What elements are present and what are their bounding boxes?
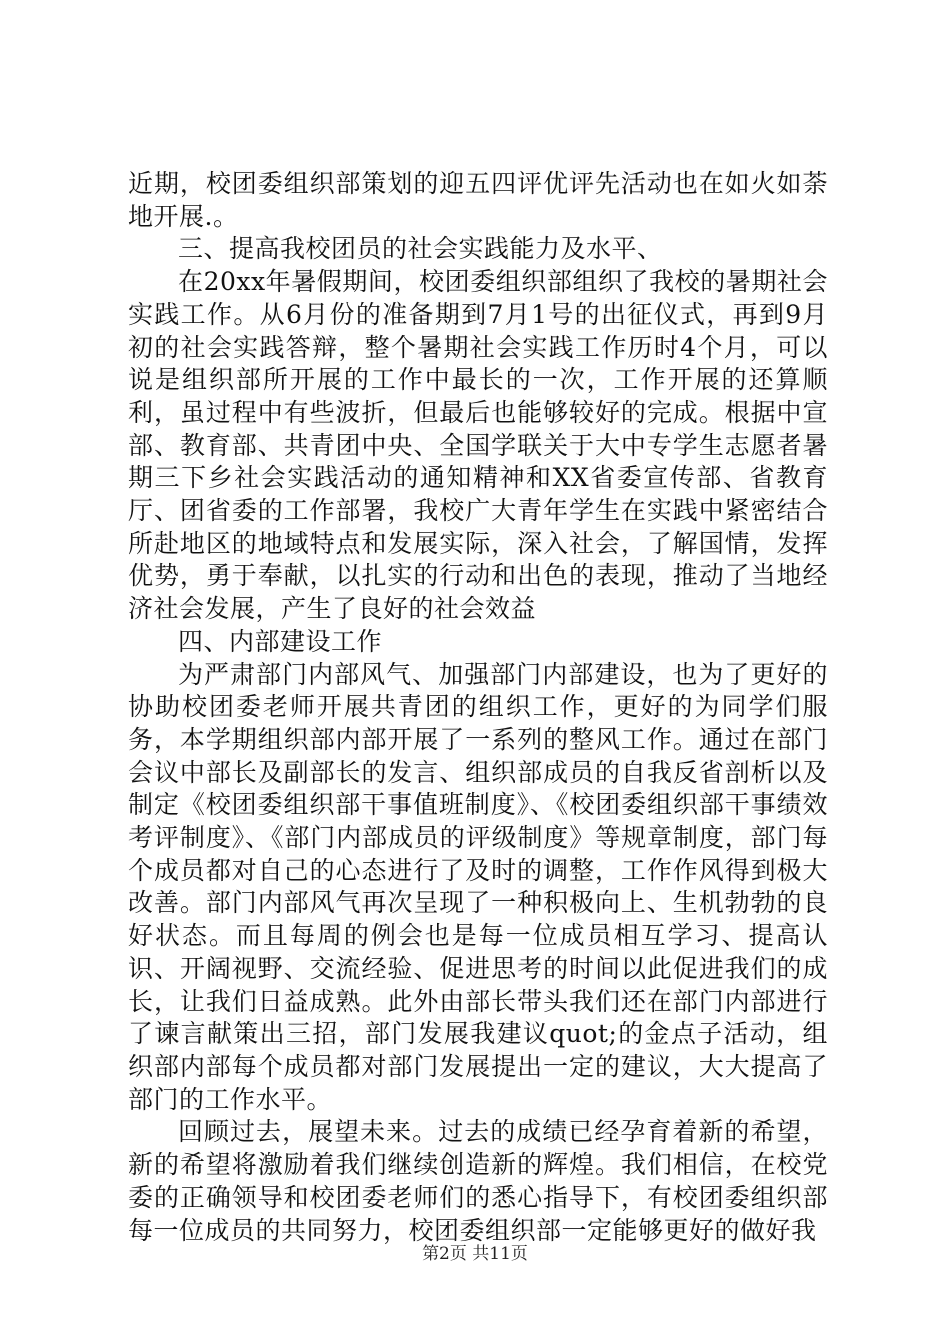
paragraph-intro: 近期，校团委组织部策划的迎五四评优评先活动也在如火如荼地开展.。 [128, 169, 828, 231]
paragraph-internal-building: 为严肃部门内部风气、加强部门内部建设，也为了更好的协助校团委老师开展共青团的组织工作，更好的为同学们服务，本学期组织部内部开展了一系列的整风工作。通过在部门会议中部长及副部长的发言、组织部成员的自我反省剖析以及制定《校团委组织部干事值班制度》、《校团委组织部干事绩效考评制度》、《部门内部成员的评级制度》等规章制度，部门每个成员都对自己的心态进行了及时的调整，工作作风得到极大改善。部门内部风气再次呈现了一种积极向上、生机勃勃的良好状态。而且每周的例会也是每一位成员相互学习、提高认识、开阔视野、交流经验、促进思考的时间以此促进我们的成长，让我们日益成熟。此外由部长带头我们还在部门内部进行了谏言献策出三招，部门发展我建议quot;的金点子活动，组织部内部每个成员都对部门发展提出一定的建议，大大提高了部门的工作水平。 [128, 659, 828, 1114]
section-heading-3: 三、提高我校团员的社会实践能力及水平、 [178, 234, 663, 264]
page-number-footer: 第2页 共11页 [422, 1244, 528, 1264]
document-body [128, 168, 828, 1247]
section-heading-4: 四、内部建设工作 [178, 626, 383, 656]
paragraph-outlook: 回顾过去，展望未来。过去的成绩已经孕育着新的希望，新的希望将激励着我们继续创造新的辉煌。我们相信，在校党委的正确领导和校团委老师们的悉心指导下，有校团委组织部每一位成员的共同努力，校团委组织部一定能够更好的做好我 [128, 1117, 828, 1245]
paragraph-social-practice: 在20xx年暑假期间，校团委组织部组织了我校的暑期社会实践工作。从6月份的准备期到7月1号的出征仪式，再到9月初的社会实践答辩，整个暑期社会实践工作历时4个月，可以说是组织部所开展的工作中最长的一次，工作开展的还算顺利，虽过程中有些波折，但最后也能够较好的完成。根据中宣部、教育部、共青团中央、全国学联关于大中专学生志愿者暑期三下乡社会实践活动的通知精神和XX省委宣传部、省教育厅、团省委的工作部署，我校广大青年学生在实践中紧密结合所赴地区的地域特点和发展实际，深入社会，了解国情，发挥优势，勇于奉献，以扎实的行动和出色的表现，推动了当地经济社会发展，产生了良好的社会效益 [128, 267, 828, 624]
